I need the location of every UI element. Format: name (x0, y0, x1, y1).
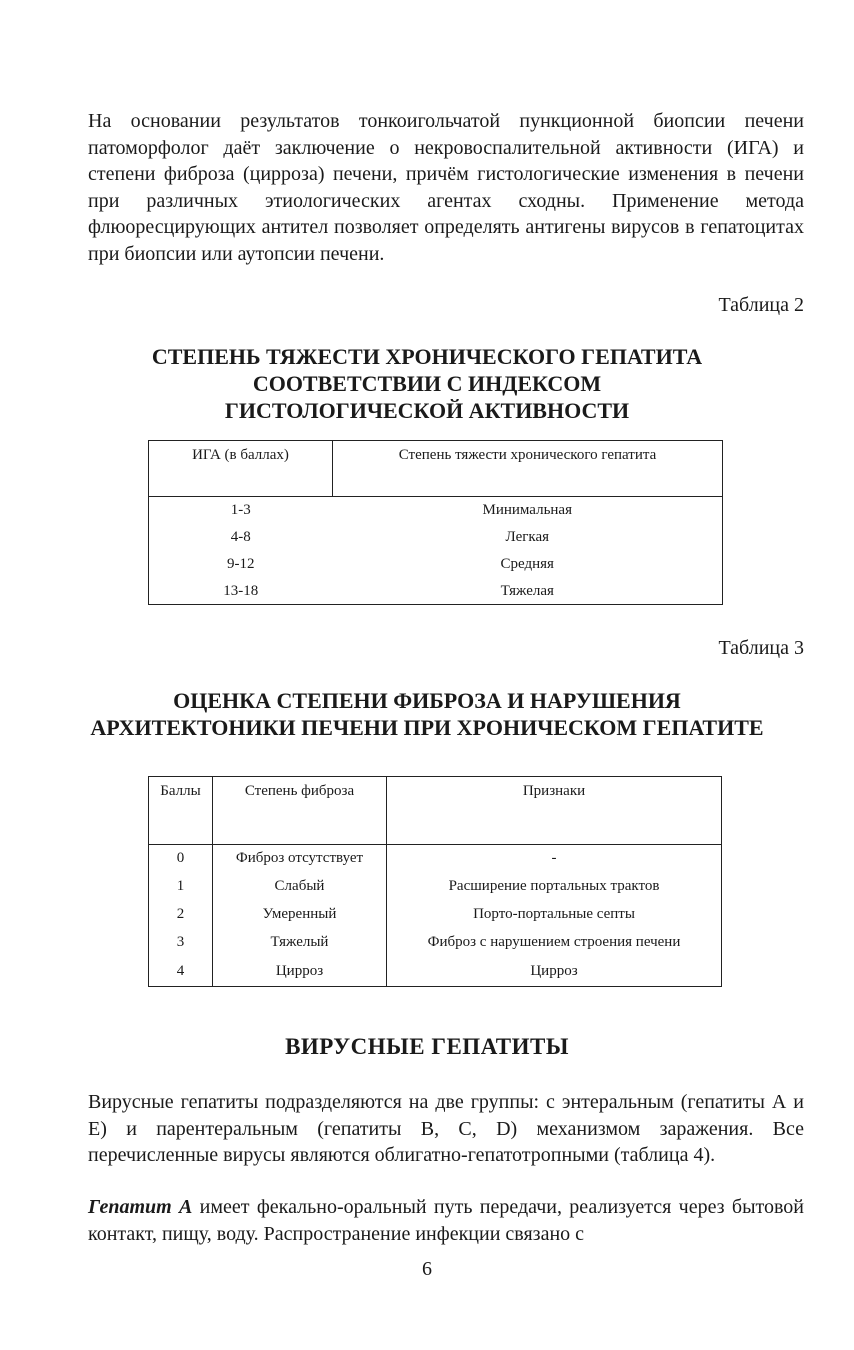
intro-paragraph: На основании результатов тонкоигольчатой пункционной биопсии печени патоморфолог даёт заключение о некровоспалительной активности (ИГА) и степени фиброза (цирроза) печени, причём гистологические изменения в печени при различных этиологических агентах сходны. Применение метода флюоресцирующих антител позволяет определять антигены вирусов в гепатоцитах при биопсии или аутопсии печени. (88, 110, 804, 265)
table3-title-line-2: АРХИТЕКТОНИКИ ПЕЧЕНИ ПРИ ХРОНИЧЕСКОМ ГЕПАТИТЕ (90, 715, 764, 740)
table2-title-line-2: СООТВЕТСТВИИ С ИНДЕКСОМ (252, 371, 602, 396)
table3-title (0, 687, 854, 741)
table3-cell: Цирроз (387, 957, 722, 987)
paragraph-hepatitis-a (88, 1194, 804, 1247)
table-row (149, 957, 722, 987)
table3-cell: Порто-портальные септы (387, 901, 722, 929)
table3-cell: 3 (149, 929, 213, 957)
table3-cell: 1 (149, 873, 213, 901)
table2-cell: 13-18 (149, 579, 333, 605)
table3-cell: Слабый (213, 873, 387, 901)
table3-cell: Тяжелый (213, 929, 387, 957)
table2-cell: 9-12 (149, 551, 333, 579)
hepatitis-a-text: имеет фекально-оральный путь передачи, реализуется через бытовой контакт, пищу, воду. Распространение инфекции связано с (88, 1196, 804, 1245)
table3-header-fibrosis: Степень фиброза (213, 777, 387, 845)
table3-cell: 0 (149, 845, 213, 873)
table3-cell: 4 (149, 957, 213, 987)
table2-title-line-3: ГИСТОЛОГИЧЕСКОЙ АКТИВНОСТИ (224, 398, 630, 423)
table3-cell: Цирроз (213, 957, 387, 987)
table2-title (0, 343, 854, 424)
table3-cell: Расширение портальных трактов (387, 873, 722, 901)
table2-cell: Средняя (333, 551, 723, 579)
page-number: 6 (422, 1258, 432, 1280)
table2-cell: 1-3 (149, 497, 333, 525)
table2-cell: Легкая (333, 525, 723, 551)
table3-cell: - (387, 845, 722, 873)
table-row (149, 525, 723, 551)
table-row (149, 929, 722, 957)
paragraph-viral-hepatitis: Вирусные гепатиты подразделяются на две группы: с энтеральным (гепатиты А и Е) и парентеральным (гепатиты В, С, D) механизмом заражения. Все перечисленные вирусы являются облигатно-гепатотропными (таблица 4). (88, 1091, 804, 1166)
table3-header-signs: Признаки (387, 777, 722, 845)
table-row (149, 901, 722, 929)
table3-cell: Фиброз отсутствует (213, 845, 387, 873)
table3-cell: Умеренный (213, 901, 387, 929)
table-row (149, 497, 723, 525)
table2-cell: 4-8 (149, 525, 333, 551)
table-row (149, 873, 722, 901)
table3-cell: Фиброз с нарушением строения печени (387, 929, 722, 957)
table2 (148, 440, 723, 605)
table3-cell: 2 (149, 901, 213, 929)
table2-title-line-1: СТЕПЕНЬ ТЯЖЕСТИ ХРОНИЧЕСКОГО ГЕПАТИТА (151, 344, 703, 369)
table2-cell: Тяжелая (333, 579, 723, 605)
table-row (149, 551, 723, 579)
table2-header-iga: ИГА (в баллах) (149, 441, 333, 497)
table3-title-line-1: ОЦЕНКА СТЕПЕНИ ФИБРОЗА И НАРУШЕНИЯ (173, 688, 681, 713)
table3 (148, 776, 722, 987)
table3-caption: Таблица 3 (718, 637, 804, 659)
hepatitis-a-lead: Гепатит А (88, 1196, 193, 1218)
table2-header-severity: Степень тяжести хронического гепатита (333, 441, 723, 497)
table-row (149, 845, 722, 873)
section-heading: ВИРУСНЫЕ ГЕПАТИТЫ (285, 1034, 569, 1059)
table2-caption: Таблица 2 (718, 294, 804, 316)
table2-cell: Минимальная (333, 497, 723, 525)
table-row (149, 579, 723, 605)
table3-header-score: Баллы (149, 777, 213, 845)
